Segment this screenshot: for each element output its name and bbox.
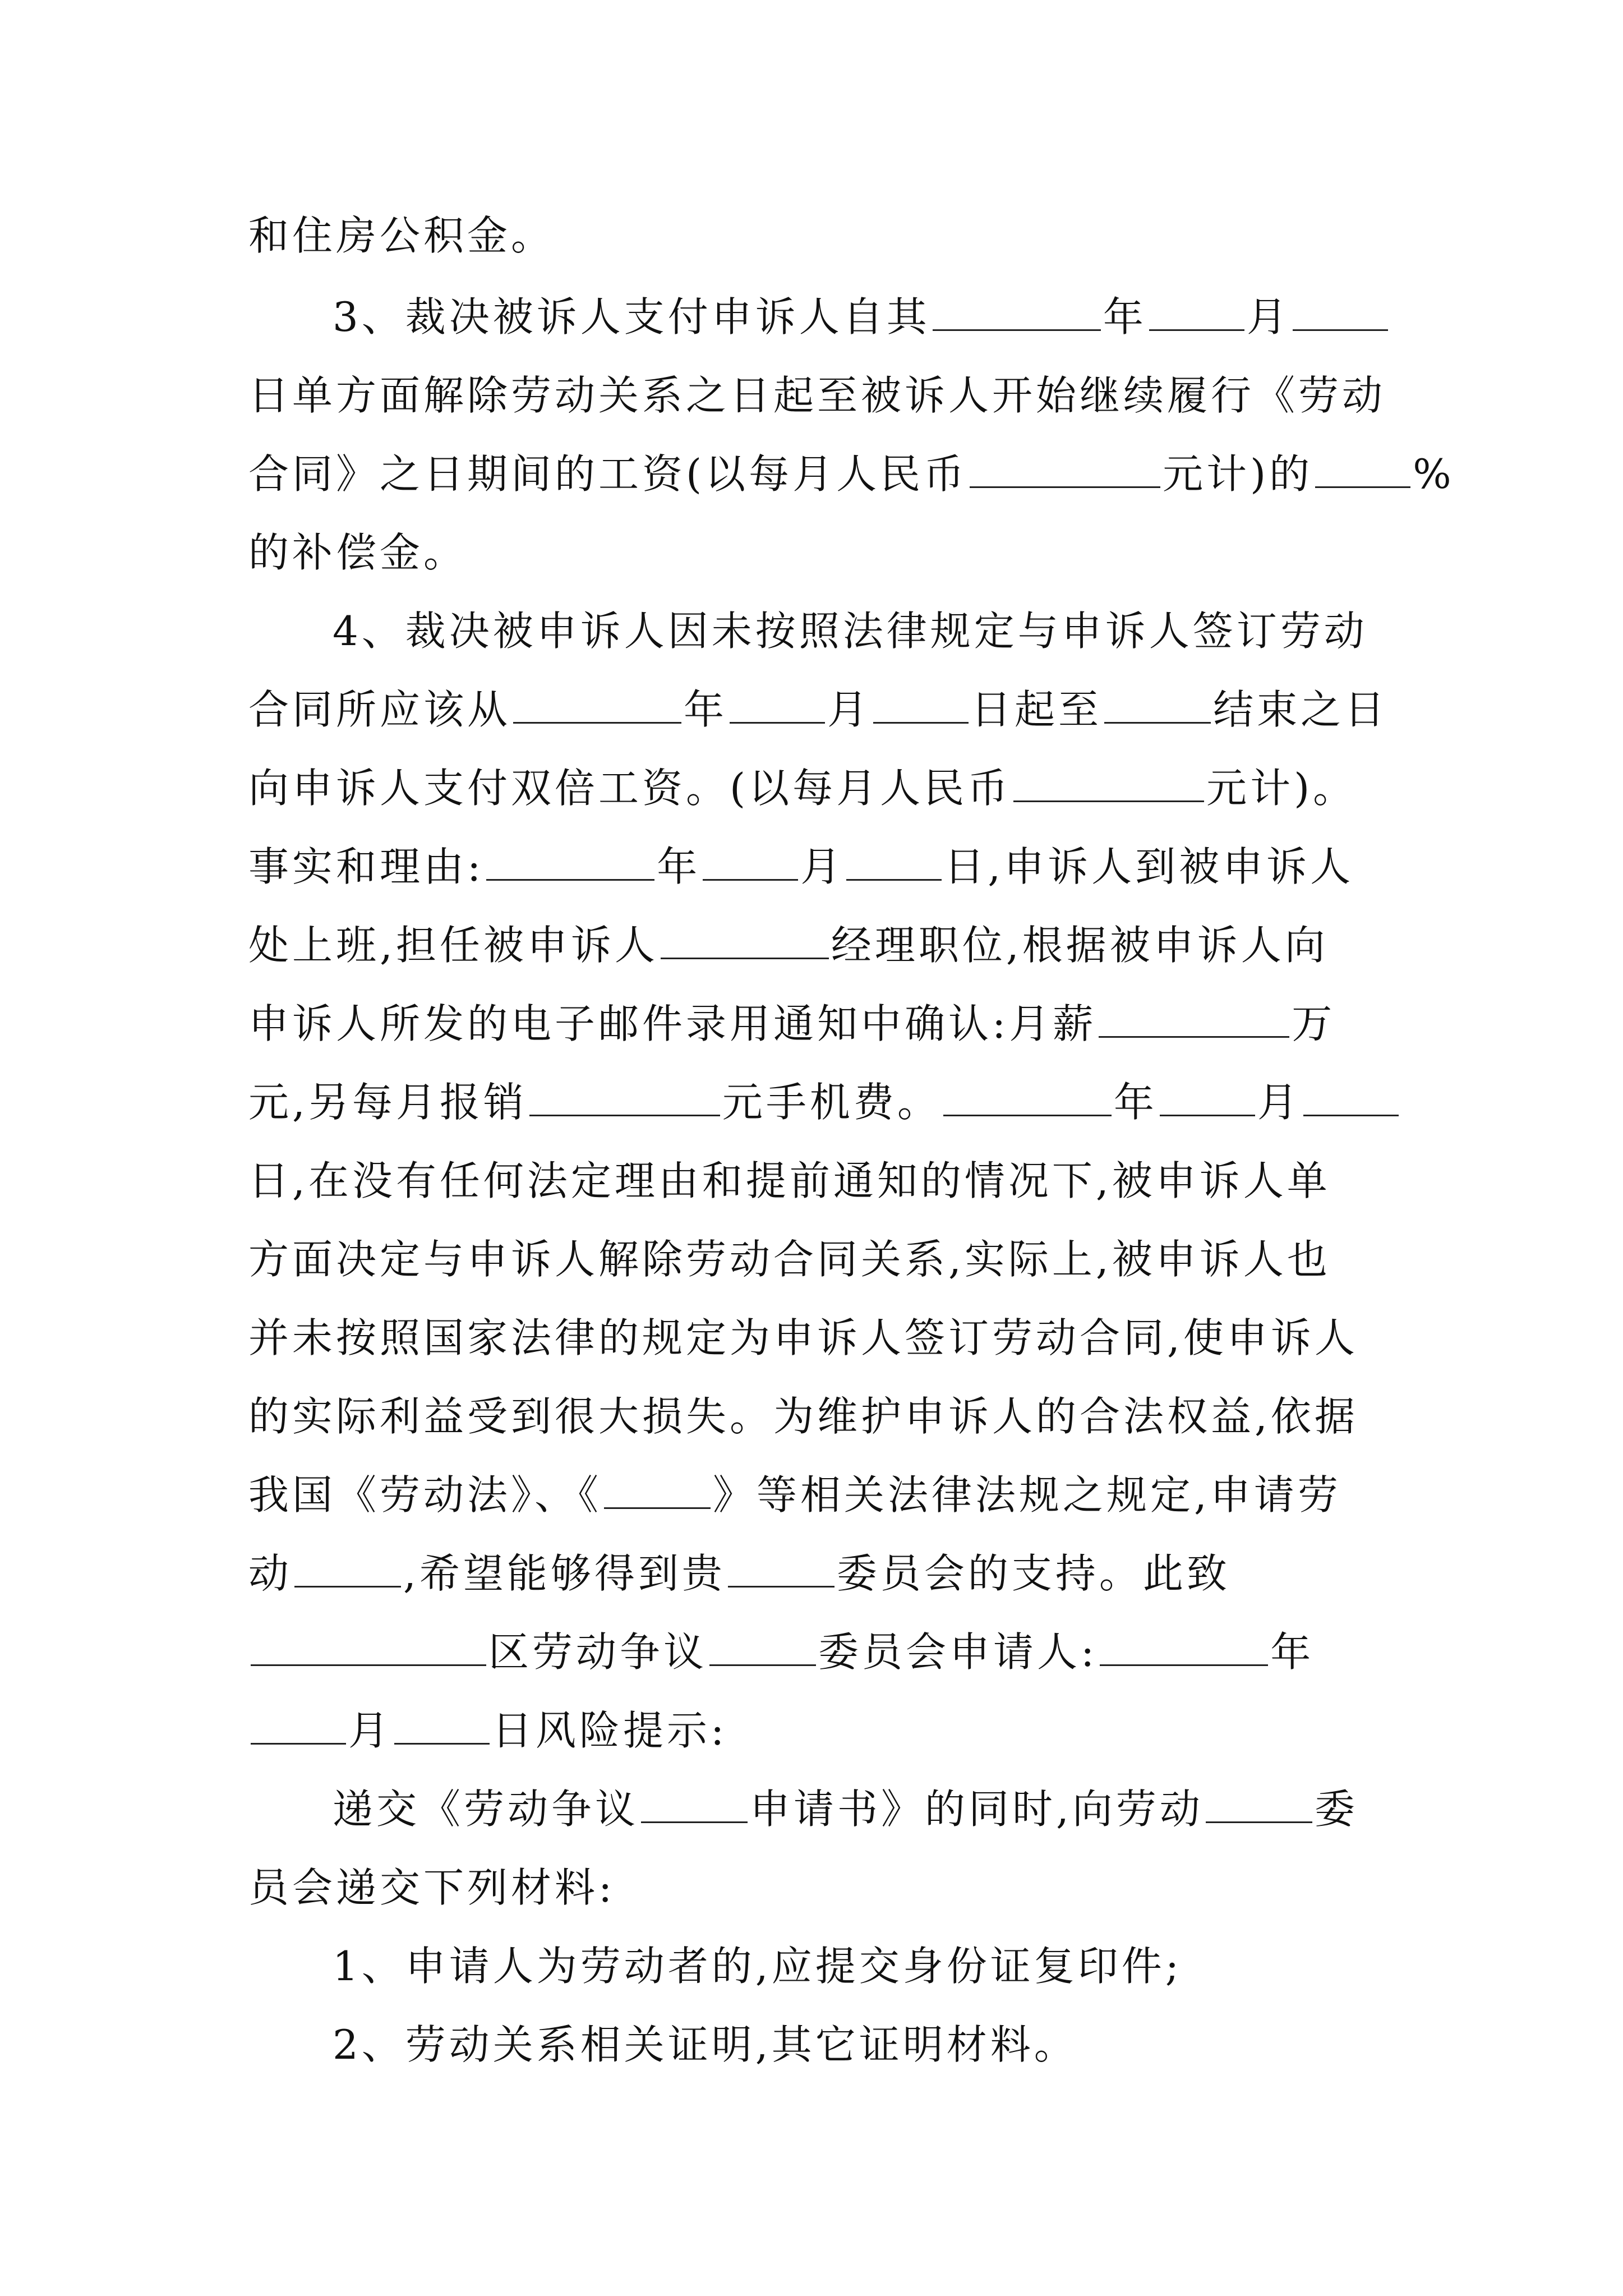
fill-blank [943,1075,1112,1116]
text-segment: 元计)。 [1206,765,1357,812]
text-line [248,1860,615,1916]
fill-blank [394,1704,490,1745]
fill-blank [728,1547,834,1588]
text-line [248,1624,1314,1680]
fill-blank [513,683,681,724]
text-line [333,603,1368,659]
text-segment: 日风险提示: [492,1707,728,1754]
text-line [248,1074,1401,1130]
fill-blank [730,683,825,724]
fill-blank [1099,997,1289,1038]
text-segment: 年 [1113,1079,1158,1126]
text-segment: 年 [1103,293,1147,341]
fill-blank [1160,1075,1255,1116]
text-line [248,1703,727,1759]
fill-blank [1013,761,1204,802]
fill-blank [486,840,654,881]
text-segment: 》等相关法律法规之规定,申请劳 [713,1471,1341,1519]
text-segment: 月 [827,686,872,733]
fill-blank [604,1468,711,1509]
text-segment: 委员会申请人: [818,1628,1098,1676]
text-segment: 3、裁决被诉人支付申诉人自其 [333,293,930,341]
text-segment: 的补偿金。 [248,529,468,576]
text-segment: 和住房公积金。 [248,212,555,259]
text-segment: 日,在没有任何法定理由和提前通知的情况下,被申诉人单 [248,1157,1331,1204]
text-segment: 并未按照国家法律的规定为申诉人签订劳动合同,使申诉人 [248,1314,1358,1361]
text-segment: 方面决定与申诉人解除劳动合同关系,实际上,被申诉人也 [248,1236,1331,1283]
text-line [333,1938,1182,1994]
text-segment: 申诉人所发的电子邮件录用通知中确认:月薪 [248,1000,1097,1047]
fill-blank [709,1625,816,1666]
text-line [333,2017,1078,2073]
fill-blank [641,1782,748,1823]
text-line [333,289,1390,345]
text-line [248,917,1329,973]
text-segment: 月 [800,843,845,890]
text-segment: 万 [1292,1000,1336,1047]
fill-blank [1149,290,1244,331]
fill-blank [1293,290,1388,331]
text-segment: 月 [1246,293,1290,341]
text-line [248,1467,1341,1523]
fill-blank [933,290,1101,331]
fill-blank [846,840,942,881]
fill-blank [661,918,829,959]
fill-blank [294,1547,401,1588]
text-segment: 处上班,担任被申诉人 [248,922,658,969]
text-line [248,446,1455,502]
text-segment: 月 [1257,1079,1301,1126]
text-segment: 日起至 [971,686,1103,733]
text-segment: 委 [1314,1786,1358,1833]
text-segment: 动 [248,1550,293,1597]
text-line [248,996,1335,1052]
fill-blank [1303,1075,1399,1116]
fill-blank [251,1704,346,1745]
text-line [248,208,555,264]
text-segment: 年 [684,686,728,733]
text-line [248,839,1354,895]
text-line [333,1781,1358,1837]
text-segment: 经理职位,根据被申诉人向 [831,922,1329,969]
text-segment: 结束之日 [1213,686,1389,733]
fill-blank [873,683,969,724]
fill-blank [1100,1625,1268,1666]
text-segment: 的实际利益受到很大损失。为维护申诉人的合法权益,依据 [248,1393,1358,1440]
text-line [248,1310,1358,1366]
text-segment: 申请书》的同时,向劳动 [750,1786,1204,1833]
text-segment: % [1413,450,1455,498]
text-segment: 元计)的 [1163,450,1313,498]
text-line [248,524,467,581]
text-segment: 委员会的支持。此致 [836,1550,1230,1597]
text-line [248,760,1357,816]
text-line [248,1545,1230,1602]
text-segment: 合同所应该从 [248,686,511,733]
text-segment: 我国《劳动法》、《 [248,1471,602,1519]
text-line [248,1153,1331,1209]
text-segment: 2、劳动关系相关证明,其它证明材料。 [333,2021,1078,2068]
fill-blank [703,840,798,881]
text-line [248,1231,1331,1287]
text-segment: 年 [657,843,701,890]
fill-blank [1104,683,1211,724]
text-segment: 递交《劳动争议 [333,1786,639,1833]
text-segment: 月 [348,1707,393,1754]
text-segment: 区劳动争议 [488,1628,708,1676]
text-segment: 元,另每月报销 [248,1079,527,1126]
fill-blank [1315,447,1410,488]
text-line [248,682,1388,738]
fill-blank [251,1625,486,1666]
text-segment: 事实和理由: [248,843,485,890]
fill-blank [1206,1782,1312,1823]
text-segment: 日,申诉人到被申诉人 [944,843,1354,890]
text-segment: 年 [1270,1628,1315,1676]
text-segment: 1、申请人为劳动者的,应提交身份证复印件; [333,1943,1182,1990]
text-line [248,1388,1358,1444]
text-segment: 4、裁决被申诉人因未按照法律规定与申诉人签订劳动 [333,608,1368,655]
fill-blank [529,1075,720,1116]
text-segment: 员会递交下列材料: [248,1864,616,1911]
text-segment: 日单方面解除劳动关系之日起至被诉人开始继续履行《劳动 [248,372,1386,419]
text-segment: 合同》之日期间的工资(以每月人民币 [248,450,968,498]
text-segment: 元手机费。 [722,1079,941,1126]
text-segment: 向申诉人支付双倍工资。(以每月人民币 [248,765,1012,812]
text-line [248,367,1386,424]
fill-blank [970,447,1160,488]
text-segment: ,希望能够得到贵 [403,1550,726,1597]
